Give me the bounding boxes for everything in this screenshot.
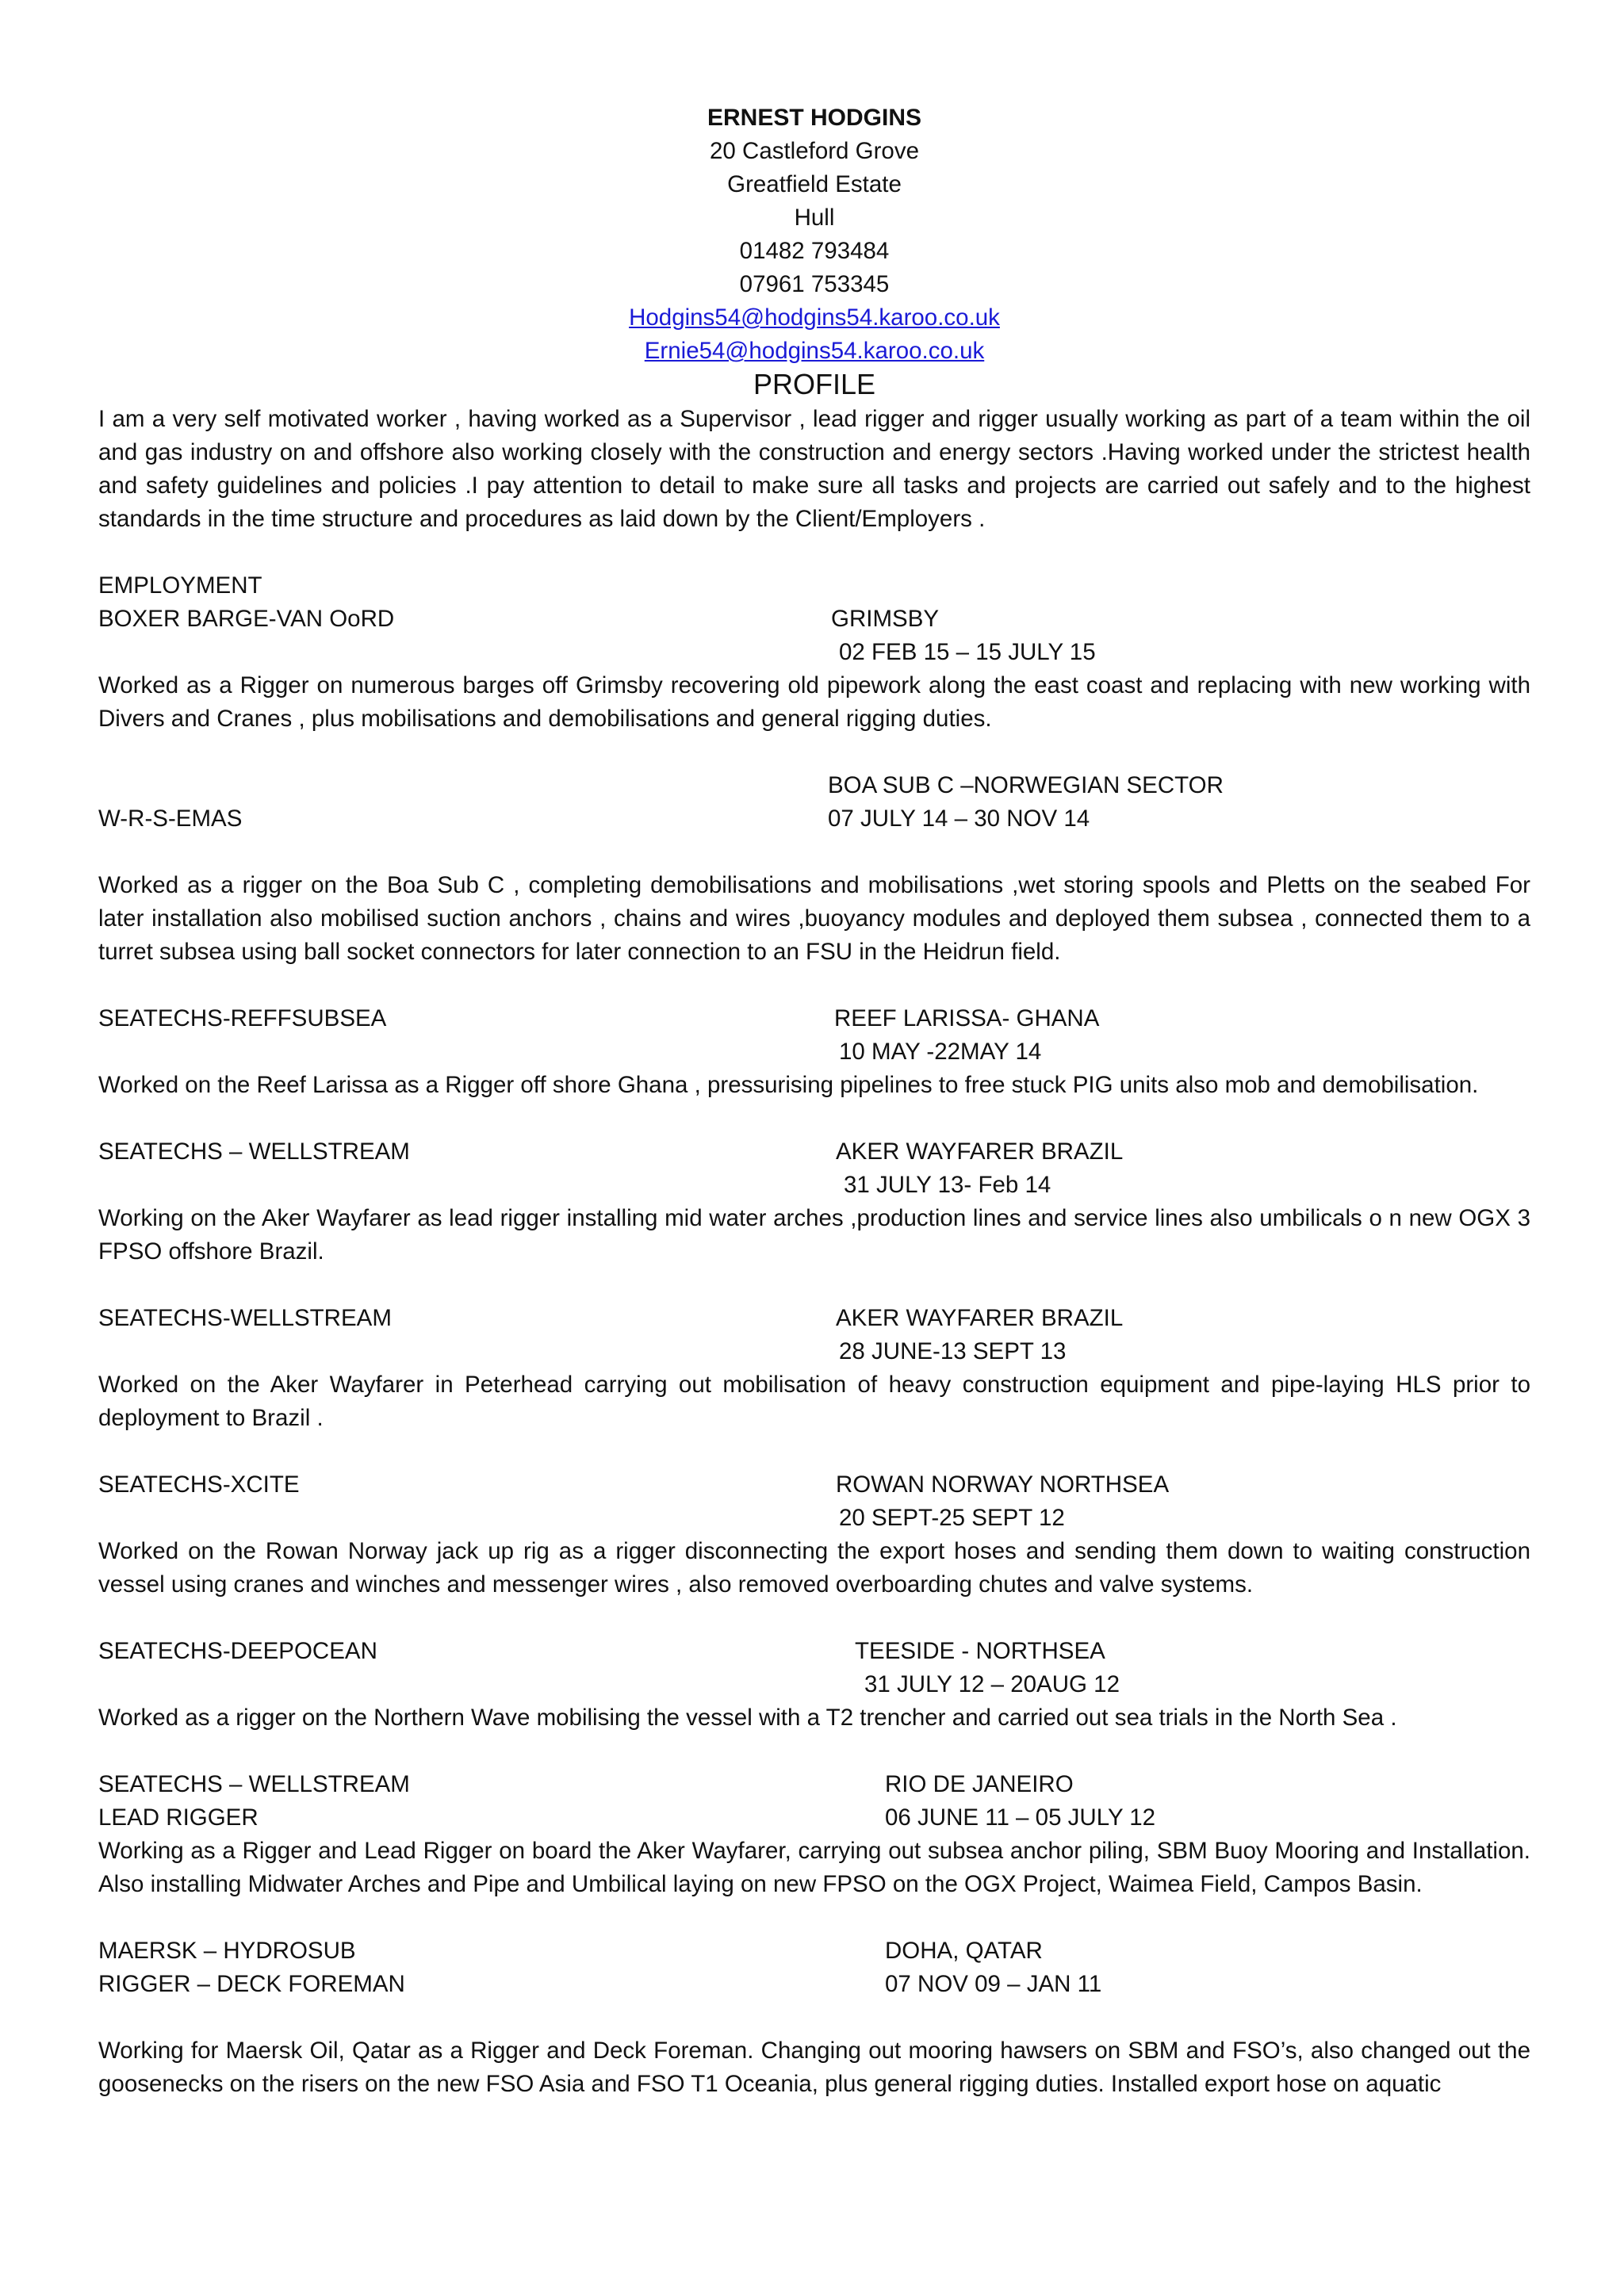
job-location: RIO DE JANEIRO [885,1771,1074,1797]
job-dates: 31 JULY 13- Feb 14 [844,1172,1051,1198]
job-description: Worked as a rigger on the Northern Wave mobilising the vessel with a T2 trencher and carried out sea trials in the North Sea . [98,1705,1397,1731]
employment-heading: EMPLOYMENT [98,572,262,599]
address-city: Hull [794,205,835,231]
cv-page [98,101,1530,2101]
job-dates: 06 JUNE 11 – 05 JULY 12 [885,1804,1156,1831]
job-role: RIGGER – DECK FOREMAN [98,1971,405,1997]
job-location: GRIMSBY [831,606,940,632]
job-dates: 20 SEPT-25 SEPT 12 [839,1505,1065,1531]
job-location: REEF LARISSA- GHANA [834,1005,1100,1031]
job-description: Working as a Rigger and Lead Rigger on board the Aker Wayfarer, carrying out subsea anchor piling, SBM Buoy Mooring and Installation. Also installing Midwater Arches and Pipe and Umbilical laying on new FPSO on the OGX Project, Waimea Field, Campos Basin. [98,1838,1530,1897]
job-description: Worked on the Rowan Norway jack up rig as a rigger disconnecting the export hoses and sending them down to waiting construction vessel using cranes and winches and messenger wires , also removed overboarding chutes and valve systems. [98,1538,1530,1598]
job-description: Working for Maersk Oil, Qatar as a Rigger and Deck Foreman. Changing out mooring hawsers on SBM and FSO’s, also changed out the goosenecks on the risers on the new FSO Asia and FSO T1 Oceania, plus general rigging duties. Installed export hose on aquatic [98,2038,1530,2097]
address-line-1: 20 Castleford Grove [710,138,919,164]
job-location: TEESIDE - NORTHSEA [855,1638,1105,1664]
job-dates: 31 JULY 12 – 20AUG 12 [864,1671,1120,1697]
job-description: Working on the Aker Wayfarer as lead rigger installing mid water arches ,production lines and service lines also umbilicals o n new OGX 3 FPSO offshore Brazil. [98,1205,1530,1265]
job-company: W-R-S-EMAS [98,806,243,832]
job-description: Worked on the Aker Wayfarer in Peterhead carrying out mobilisation of heavy construction equipment and pipe-laying HLS prior to deployment to Brazil . [98,1372,1530,1431]
job-dates: 07 JULY 14 – 30 NOV 14 [828,806,1090,832]
job-description: Worked as a Rigger on numerous barges off Grimsby recovering old pipework along the east coast and replacing with new working with Divers and Cranes , plus mobilisations and demobilisations and general rigging duties. [98,672,1530,732]
job-dates: 02 FEB 15 – 15 JULY 15 [839,639,1096,665]
job-dates: 07 NOV 09 – JAN 11 [885,1971,1102,1997]
job-dates: 28 JUNE-13 SEPT 13 [839,1338,1067,1364]
email-link-2[interactable]: Ernie54@hodgins54.karoo.co.uk [644,338,985,364]
phone-mobile: 07961 753345 [739,271,890,297]
address-line-2: Greatfield Estate [727,171,902,197]
job-location: BOA SUB C –NORWEGIAN SECTOR [828,772,1224,798]
contact-header [98,101,1530,368]
candidate-name: ERNEST HODGINS [707,105,922,131]
job-company: SEATECHS-WELLSTREAM [98,1305,392,1331]
job-description: Worked on the Reef Larissa as a Rigger off shore Ghana , pressurising pipelines to free stuck PIG units also mob and demobilisation. [98,1072,1479,1098]
job-location: ROWAN NORWAY NORTHSEA [836,1471,1170,1498]
job-company: SEATECHS – WELLSTREAM [98,1138,410,1165]
job-company: SEATECHS-REFFSUBSEA [98,1005,387,1031]
profile-heading: PROFILE [753,368,876,400]
job-location: AKER WAYFARER BRAZIL [836,1138,1124,1165]
job-description: Worked as a rigger on the Boa Sub C , completing demobilisations and mobilisations ,wet storing spools and Pletts on the seabed For later installation also mobilised suction anchors , chains and wires ,buoyancy modules and deployed them subsea , connected them to a turret subsea using ball socket connectors for later connection to an FSU in the Heidrun field. [98,872,1530,965]
email-link-1[interactable]: Hodgins54@hodgins54.karoo.co.uk [629,304,1000,331]
job-dates: 10 MAY -22MAY 14 [839,1039,1042,1065]
job-role: LEAD RIGGER [98,1804,259,1831]
job-location: DOHA, QATAR [885,1938,1043,1964]
profile-paragraph: I am a very self motivated worker , having worked as a Supervisor , lead rigger and rigger usually working as part of a team within the oil and gas industry on and offshore also working closely with the construction and energy sectors .Having worked under the strictest health and safety guidelines and policies .I pay attention to detail to make sure all tasks and projects are carried out safely and to the highest standards in the time structure and procedures as laid down by the Client/Employers . [98,406,1530,532]
job-company: BOXER BARGE-VAN OoRD [98,606,395,632]
phone-landline: 01482 793484 [739,238,890,264]
job-company: MAERSK – HYDROSUB [98,1938,356,1964]
job-location: AKER WAYFARER BRAZIL [836,1305,1124,1331]
job-company: SEATECHS – WELLSTREAM [98,1771,410,1797]
job-company: SEATECHS-XCITE [98,1471,300,1498]
job-company: SEATECHS-DEEPOCEAN [98,1638,377,1664]
